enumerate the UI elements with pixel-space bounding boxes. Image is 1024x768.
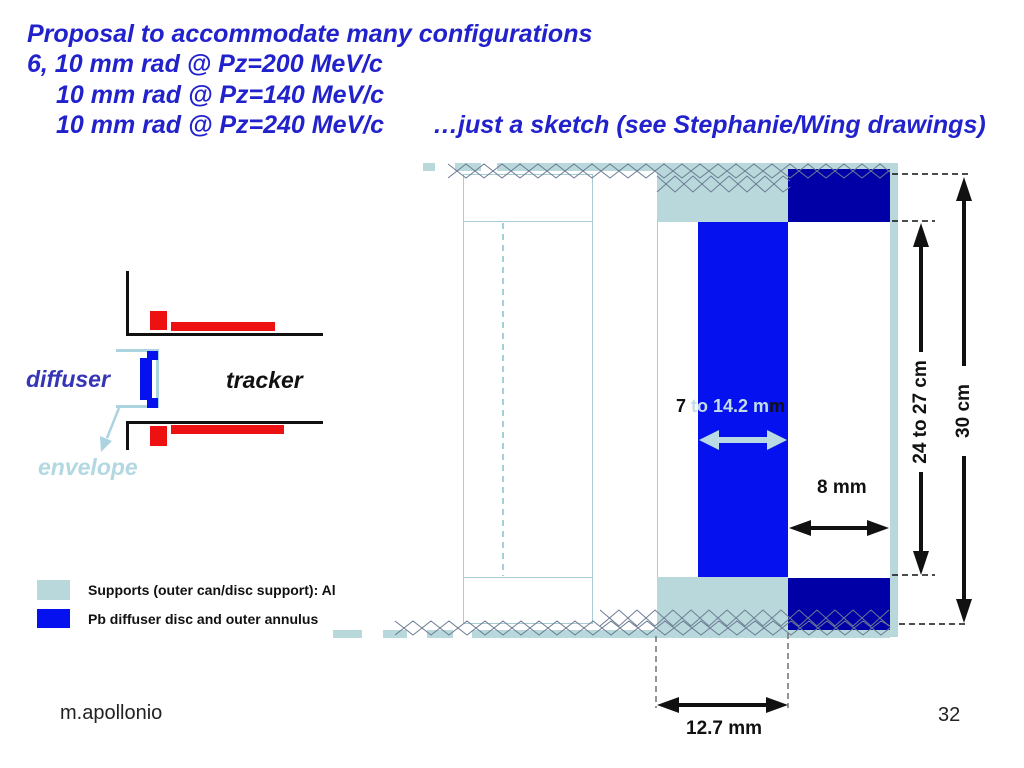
dim-disc-prefix: 7 — [676, 396, 692, 416]
tracker-plane-bar-top — [171, 322, 275, 331]
diffuser-label: diffuser — [26, 366, 110, 392]
disc-support-top — [657, 171, 788, 222]
tracker-volume-box — [463, 174, 593, 624]
sketch-note: …just a sketch (see Stephanie/Wing drawings) — [433, 111, 986, 139]
footer-author: m.apollonio — [60, 702, 163, 724]
diffuser-annulus-top — [147, 351, 158, 360]
tracker-wall-bottom-vertical — [126, 421, 129, 450]
extension-lines-bottom — [656, 633, 788, 708]
arrow-8mm — [789, 520, 889, 536]
legend-swatch-pb — [37, 609, 70, 628]
tracker-plane-bar-bottom — [171, 425, 284, 434]
pb-outer-annulus-bottom — [788, 578, 890, 630]
outer-can-bottom-strip — [472, 630, 890, 638]
tracker-station-block-bottom — [150, 426, 167, 446]
pb-outer-annulus-top — [788, 169, 890, 222]
envelope-label: envelope — [38, 454, 138, 480]
envelope-pointer-arrow — [100, 408, 119, 452]
title-line-3: 10 mm rad @ Pz=140 MeV/c — [56, 81, 385, 109]
diffuser-disc-bar — [140, 358, 152, 400]
tracker-volume-divider-bottom — [463, 577, 593, 578]
dim-disc-mid: to 14.2 m — [691, 396, 770, 416]
tracker-wall-bottom-horizontal — [126, 421, 323, 424]
dim-label-gap: 8 mm — [817, 477, 867, 498]
dim-label-outer-height: 30 cm — [953, 384, 974, 438]
legend-label-pb: Pb diffuser disc and outer annulus — [88, 611, 319, 627]
tracker-wall-top-horizontal — [126, 333, 323, 336]
title-line-1: Proposal to accommodate many configurations — [27, 20, 593, 48]
page-number: 32 — [938, 704, 961, 726]
can-interior-left-edge — [657, 222, 658, 577]
legend-swatch-al — [37, 580, 70, 600]
dim-disc-suffix: m — [769, 396, 786, 416]
dim-label-inner-height: 24 to 27 cm — [910, 360, 931, 464]
tracker-wall-top-vertical — [126, 271, 129, 335]
outer-can-top-strip-seg2 — [455, 163, 481, 171]
disc-support-bottom — [657, 577, 788, 633]
outer-can-bottom-strip-seg3 — [427, 630, 453, 638]
outer-can-right-wall — [890, 163, 898, 637]
title-line-4: 10 mm rad @ Pz=240 MeV/c — [56, 111, 385, 139]
dim-label-support-width: 12.7 mm — [686, 718, 763, 739]
tracker-volume-divider-top — [463, 221, 593, 222]
outer-can-bottom-strip-seg2 — [383, 630, 407, 638]
tracker-label: tracker — [226, 367, 303, 393]
legend-label-al: Supports (outer can/disc support): Al — [88, 582, 336, 598]
diffuser-annulus-bottom — [147, 398, 158, 408]
outer-can-top-strip-seg1 — [423, 163, 435, 171]
title-line-2: 6, 10 mm rad @ Pz=200 MeV/c — [27, 50, 383, 78]
outer-can-bottom-strip-seg1 — [333, 630, 362, 638]
arrow-12-7mm — [657, 697, 788, 713]
dim-label-disc-width — [676, 396, 785, 417]
tracker-station-block-top — [150, 311, 167, 330]
